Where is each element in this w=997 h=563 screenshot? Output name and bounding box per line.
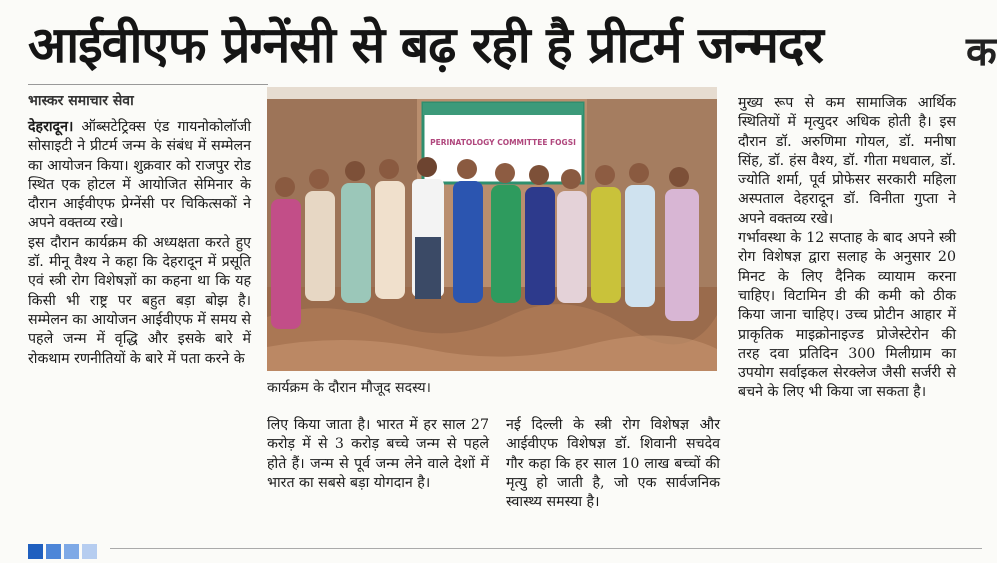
event-photo bbox=[267, 87, 717, 371]
paragraph-2: इस दौरान कार्यक्रम की अध्यक्षता करते हुए डॉ. मीनू वैश्य ने कहा कि देहरादून में प्रसूति एवं स्त्री रोग विशेषज्ञों का कहना था कि यह किसी भी राष्ट्र पर बहुत बड़ा बोझ है। सम्मेलन का आयोजन आईवीएफ में समय से पहले जन्म में वृद्धि और इसके बारे में रोकथाम रणनीतियों के बारे में पता करने के bbox=[28, 234, 251, 367]
paragraph-5: मुख्य रूप से कम सामाजिक आर्थिक स्थितियों में मृत्युदर अधिक होती है। इस दौरान डॉ. अरुणिमा गोयल, डॉ. मनीषा सिंह, डॉ. हंस वैश्य, डॉ. गीता मधवाल, डॉ. ज्योति शर्मा, पूर्व प्रोफेसर सरकारी महिला अस्पताल देहरादून डॉ. विनीता गुप्ता ने अपने वक्तव्य रखे। bbox=[738, 95, 956, 227]
byline: भास्कर समाचार सेवा bbox=[28, 93, 134, 109]
paragraph-3: लिए किया जाता है। भारत में हर साल 27 करोड़ में से 3 करोड़ बच्चे जन्म से पहले होते हैं। जन्म से पूर्व जन्म लेने वाले देशों में भारत का सबसे बड़ा योगदान है। bbox=[267, 417, 489, 491]
article-column-4 bbox=[738, 94, 956, 534]
section-marker bbox=[28, 544, 100, 562]
footer-rule bbox=[110, 548, 982, 549]
article-column-1 bbox=[28, 118, 251, 532]
article-column-3 bbox=[506, 416, 720, 534]
group-photo-illustration bbox=[267, 87, 717, 371]
paragraph-1: ऑब्सटेट्रिक्स एंड गायनोकोलॉजी सोसाइटी ने प्रीटर्म जन्म के संबंध में सम्मेलन का आयोजन किया। शुक्रवार को राजपुर रोड स्थित एक होटल में आयोजित सेमिनार के दौरान आईवीएफ प्रेग्नेंसी पर चिकित्सकों ने अपने वक्तव्य रखे। bbox=[28, 119, 252, 232]
paragraph-6: गर्भावस्था के 12 सप्ताह के बाद अपने स्त्री रोग विशेषज्ञ द्वारा सलाह के अनुसार 20 मिनट के लिए दैनिक व्यायाम करना चाहिए। विटामिन डी की कमी को ठीक किया जाना चाहिए। उच्च प्रोटीन आहार में प्राकृतिक माइक्रोनाइज्ड प्रोजेस्टेरोन की तरह दवा प्रतिदिन 300 मिलीग्राम का उपयोग सर्वाइकल सेरक्लेज जैसी सर्जरी से बचने के लिए भी किया जा सकता है। bbox=[738, 230, 956, 401]
dateline: देहरादून। bbox=[28, 119, 74, 135]
byline-rule bbox=[28, 84, 268, 85]
photo-caption: कार्यक्रम के दौरान मौजूद सदस्य। bbox=[267, 380, 431, 396]
adjacent-column-edge bbox=[970, 115, 982, 535]
paragraph-4: नई दिल्ली के स्त्री रोग विशेषज्ञ और आईवीएफ विशेषज्ञ डॉ. शिवानी सचदेव गौर कहा कि हर साल 10 लाख बच्चों की मृत्यु हो जाती है, जो एक सार्वजनिक स्वास्थ्य समस्या है। bbox=[506, 417, 720, 511]
banner-text: PERINATOLOGY COMMITTEE FOGSI bbox=[430, 138, 576, 147]
article-column-2 bbox=[267, 416, 489, 534]
headline: आईवीएफ प्रेग्नेंसी से बढ़ रही है प्रीटर्म जन्मदर bbox=[28, 16, 823, 74]
adjacent-article-edge: क bbox=[966, 29, 997, 75]
